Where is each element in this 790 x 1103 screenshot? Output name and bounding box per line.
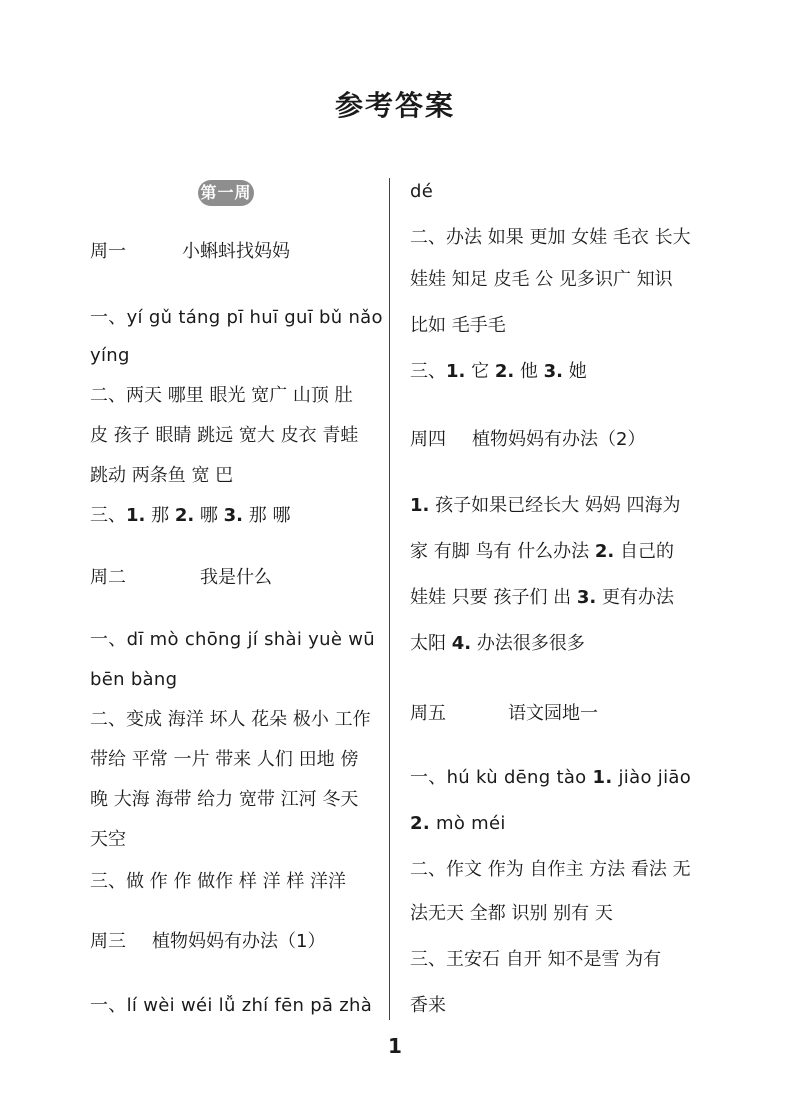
answer-line (410, 766, 691, 790)
answer-text: 娃娃 只要 孩子们 出 (410, 587, 577, 608)
answer-line: 法无天 全都 识别 别有 天 (410, 903, 613, 924)
answer-line (90, 504, 290, 528)
lesson-title: 小蝌蚪找妈妈 (182, 241, 290, 262)
answer-line: 一、lí wèi wéi lǚ zhí fēn pā zhà (90, 995, 373, 1016)
left-column (90, 0, 382, 1103)
answer-line: 二、两天 哪里 眼光 宽广 山顶 肚 (90, 385, 353, 406)
answer-line: 娃娃 知足 皮毛 公 见多识广 知识 (410, 269, 673, 290)
answer-line: 二、作文 作为 自作主 方法 看法 无 (410, 859, 691, 880)
column-divider (389, 178, 390, 1020)
answer-line (410, 360, 587, 384)
page-number: 1 (388, 1034, 402, 1058)
section-header-monday (90, 240, 290, 264)
answer-prefix: 三、 (410, 361, 446, 382)
answer-line: dé (410, 181, 434, 202)
page-title: 参考答案 (334, 89, 455, 122)
answer-line (410, 540, 674, 564)
day-label: 周二 (90, 567, 126, 588)
section-header-friday (410, 702, 598, 726)
item-number: 2. (410, 813, 430, 834)
lesson-title: 语文园地一 (508, 703, 598, 724)
answer-text: 那 (145, 505, 175, 526)
answer-text: 更有办法 (596, 587, 674, 608)
answer-text: 自己的 (614, 541, 674, 562)
item-number: 1. (592, 767, 613, 788)
item-number: 1. (126, 505, 146, 526)
answer-line: 比如 毛手毛 (410, 315, 506, 336)
item-number: 1. (446, 361, 466, 382)
day-label: 周一 (90, 241, 126, 262)
item-number: 2. (494, 361, 515, 382)
answer-text: 办法很多很多 (471, 633, 585, 654)
item-number: 1. (410, 495, 430, 516)
item-number: 2. (174, 505, 195, 526)
answer-text: 哪 (194, 505, 224, 526)
item-number: 4. (451, 633, 472, 654)
answer-line: 二、变成 海洋 坏人 花朵 极小 工作 (90, 709, 371, 730)
answer-line: 香来 (410, 995, 446, 1016)
answer-text: jiào jiāo (612, 767, 692, 788)
answer-line (410, 494, 681, 518)
answer-line: 三、王安石 自开 知不是雪 为有 (410, 949, 662, 970)
answer-line (410, 812, 506, 836)
answer-line: 一、dī mò chōng jí shài yuè wū (90, 629, 375, 650)
answer-line: 天空 (90, 829, 126, 850)
answer-line (410, 586, 674, 610)
answer-line: 皮 孩子 眼睛 跳远 宽大 皮衣 青蛙 (90, 425, 359, 446)
answer-text: mò méi (429, 813, 506, 834)
day-label: 周四 (410, 429, 446, 450)
section-header-thursday (410, 428, 645, 452)
answer-line: 带给 平常 一片 带来 人们 田地 傍 (90, 749, 359, 770)
answer-line: yíng (90, 345, 130, 366)
answer-text: 她 (563, 361, 587, 382)
answer-line: 二、办法 如果 更加 女娃 毛衣 长大 (410, 227, 691, 248)
day-label: 周五 (410, 703, 446, 724)
item-number: 3. (576, 587, 597, 608)
answer-line: bēn bàng (90, 669, 178, 690)
answer-text: 它 (465, 361, 495, 382)
lesson-title: 植物妈妈有办法（1） (152, 931, 326, 952)
day-label: 周三 (90, 931, 126, 952)
answer-text: 一、hú kù dēng tào (410, 767, 593, 788)
answer-prefix: 三、 (90, 505, 126, 526)
answer-text: 家 有脚 鸟有 什么办法 (410, 541, 595, 562)
section-header-wednesday (90, 930, 325, 954)
lesson-title: 植物妈妈有办法（2） (472, 429, 646, 450)
section-header-tuesday (90, 566, 272, 590)
answer-text: 太阳 (410, 633, 452, 654)
item-number: 3. (223, 505, 244, 526)
item-number: 3. (543, 361, 564, 382)
week-badge: 第一周 (198, 180, 254, 206)
answer-line (410, 632, 585, 656)
answer-line: 一、yí gǔ táng pī huī guī bǔ nǎo (90, 307, 383, 328)
answer-line: 跳动 两条鱼 宽 巴 (90, 465, 234, 486)
right-column (410, 0, 710, 1103)
lesson-title: 我是什么 (200, 567, 272, 588)
answer-text: 那 哪 (243, 505, 291, 526)
answer-line: 三、做 作 作 做作 样 洋 样 洋洋 (90, 871, 347, 892)
answer-text: 他 (514, 361, 544, 382)
item-number: 2. (594, 541, 615, 562)
answer-text: 孩子如果已经长大 妈妈 四海为 (429, 495, 681, 516)
answer-line: 晚 大海 海带 给力 宽带 江河 冬天 (90, 789, 359, 810)
